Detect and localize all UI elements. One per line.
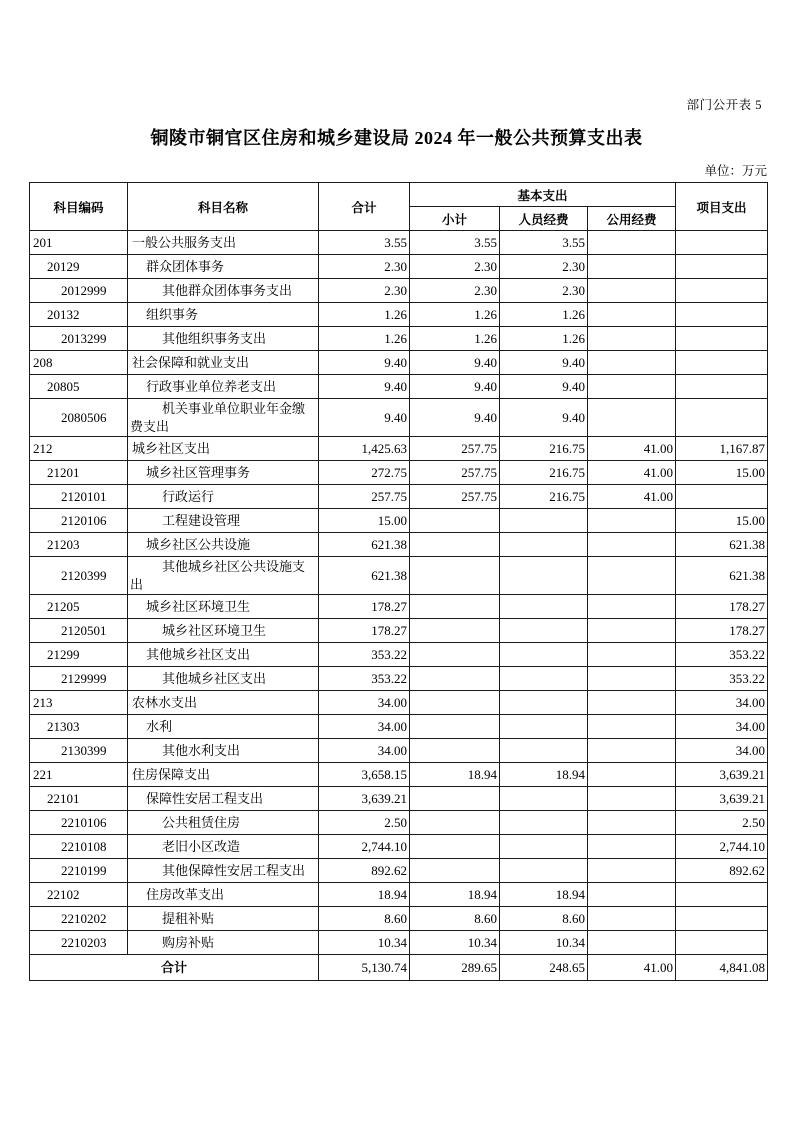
table-row: [30, 691, 768, 715]
cell-basic-subtotal: [410, 691, 500, 715]
cell-public: 41.00: [588, 485, 676, 509]
cell-total: 8.60: [319, 907, 410, 931]
cell-name: 其他城乡社区支出: [128, 643, 319, 667]
cell-basic-subtotal: [410, 787, 500, 811]
cell-public: 41.00: [588, 437, 676, 461]
table-row: [30, 787, 768, 811]
cell-code: 22101: [30, 787, 128, 811]
cell-name: 一般公共服务支出: [128, 231, 319, 255]
cell-project: 353.22: [676, 667, 768, 691]
cell-name: 工程建设管理: [128, 509, 319, 533]
table-row: [30, 595, 768, 619]
table-row: [30, 859, 768, 883]
cell-name: 机关事业单位职业年金缴费支出: [128, 399, 319, 437]
cell-name: 提租补贴: [128, 907, 319, 931]
cell-public: [588, 231, 676, 255]
cell-name: 其他保障性安居工程支出: [128, 859, 319, 883]
cell-project: [676, 231, 768, 255]
footer-basic-subtotal: 289.65: [410, 955, 500, 981]
cell-personnel: 18.94: [500, 883, 588, 907]
table-row: [30, 351, 768, 375]
cell-basic-subtotal: [410, 533, 500, 557]
cell-code: 2129999: [30, 667, 128, 691]
cell-name: 社会保障和就业支出: [128, 351, 319, 375]
cell-personnel: [500, 811, 588, 835]
cell-basic-subtotal: 18.94: [410, 763, 500, 787]
cell-basic-subtotal: [410, 643, 500, 667]
table-row: [30, 485, 768, 509]
cell-personnel: [500, 691, 588, 715]
cell-total: 3,639.21: [319, 787, 410, 811]
cell-personnel: 18.94: [500, 763, 588, 787]
cell-project: 34.00: [676, 715, 768, 739]
cell-name: 购房补贴: [128, 931, 319, 955]
cell-project: 34.00: [676, 739, 768, 763]
header-total: 合计: [319, 183, 410, 231]
table-row: [30, 437, 768, 461]
table-row: [30, 667, 768, 691]
cell-public: [588, 835, 676, 859]
cell-code: 20805: [30, 375, 128, 399]
cell-code: 21299: [30, 643, 128, 667]
cell-name: 住房保障支出: [128, 763, 319, 787]
header-code: 科目编码: [30, 183, 128, 231]
cell-public: [588, 643, 676, 667]
footer-project: 4,841.08: [676, 955, 768, 981]
cell-code: 2120101: [30, 485, 128, 509]
cell-code: 208: [30, 351, 128, 375]
table-body: [30, 231, 768, 955]
cell-project: [676, 485, 768, 509]
cell-basic-subtotal: 8.60: [410, 907, 500, 931]
cell-total: 892.62: [319, 859, 410, 883]
header-basic-group: 基本支出: [410, 183, 676, 207]
footer-label: 合计: [30, 955, 319, 981]
cell-basic-subtotal: 1.26: [410, 327, 500, 351]
cell-project: 178.27: [676, 595, 768, 619]
cell-name: 其他城乡社区支出: [128, 667, 319, 691]
cell-basic-subtotal: 3.55: [410, 231, 500, 255]
page-title: 铜陵市铜官区住房和城乡建设局 2024 年一般公共预算支出表: [150, 128, 643, 148]
cell-public: [588, 907, 676, 931]
cell-project: [676, 327, 768, 351]
cell-personnel: [500, 859, 588, 883]
cell-personnel: 9.40: [500, 351, 588, 375]
cell-public: [588, 667, 676, 691]
cell-total: 9.40: [319, 375, 410, 399]
budget-table: [29, 182, 768, 981]
cell-public: [588, 691, 676, 715]
cell-project: [676, 883, 768, 907]
cell-total: 3,658.15: [319, 763, 410, 787]
cell-code: 2210108: [30, 835, 128, 859]
cell-project: 15.00: [676, 509, 768, 533]
cell-personnel: 8.60: [500, 907, 588, 931]
cell-public: [588, 533, 676, 557]
cell-total: 34.00: [319, 739, 410, 763]
cell-name: 行政运行: [128, 485, 319, 509]
cell-name: 老旧小区改造: [128, 835, 319, 859]
cell-total: 272.75: [319, 461, 410, 485]
table-row: [30, 715, 768, 739]
cell-name: 城乡社区环境卫生: [128, 595, 319, 619]
table-row: [30, 375, 768, 399]
unit-note: 单位：万元: [704, 164, 767, 178]
cell-personnel: [500, 739, 588, 763]
cell-basic-subtotal: [410, 811, 500, 835]
cell-project: [676, 303, 768, 327]
cell-code: 21201: [30, 461, 128, 485]
table-row: [30, 279, 768, 303]
cell-personnel: [500, 715, 588, 739]
cell-total: 353.22: [319, 667, 410, 691]
cell-project: 621.38: [676, 557, 768, 595]
table-row: [30, 643, 768, 667]
cell-code: 2210203: [30, 931, 128, 955]
cell-project: [676, 399, 768, 437]
cell-code: 21203: [30, 533, 128, 557]
cell-code: 221: [30, 763, 128, 787]
cell-basic-subtotal: [410, 509, 500, 533]
cell-basic-subtotal: 9.40: [410, 351, 500, 375]
cell-public: [588, 763, 676, 787]
table-row: [30, 255, 768, 279]
cell-name: 行政事业单位养老支出: [128, 375, 319, 399]
cell-public: [588, 303, 676, 327]
cell-public: [588, 715, 676, 739]
cell-project: 892.62: [676, 859, 768, 883]
cell-total: 1.26: [319, 303, 410, 327]
cell-name: 农林水支出: [128, 691, 319, 715]
cell-total: 34.00: [319, 691, 410, 715]
cell-basic-subtotal: 257.75: [410, 485, 500, 509]
cell-total: 34.00: [319, 715, 410, 739]
cell-total: 178.27: [319, 595, 410, 619]
cell-public: [588, 375, 676, 399]
cell-public: [588, 255, 676, 279]
header-project: 项目支出: [676, 183, 768, 231]
cell-public: [588, 739, 676, 763]
table-row: [30, 303, 768, 327]
cell-public: [588, 351, 676, 375]
footer-personnel: 248.65: [500, 955, 588, 981]
header-name: 科目名称: [128, 183, 319, 231]
cell-name: 其他组织事务支出: [128, 327, 319, 351]
table-row: [30, 461, 768, 485]
table-row: [30, 811, 768, 835]
table-row: [30, 231, 768, 255]
header-basic-subtotal: 小计: [410, 207, 500, 231]
table-row: [30, 533, 768, 557]
cell-name: 城乡社区公共设施: [128, 533, 319, 557]
cell-public: 41.00: [588, 461, 676, 485]
cell-basic-subtotal: [410, 667, 500, 691]
cell-code: 2120501: [30, 619, 128, 643]
cell-basic-subtotal: [410, 859, 500, 883]
cell-project: 3,639.21: [676, 787, 768, 811]
cell-project: [676, 375, 768, 399]
cell-personnel: 216.75: [500, 461, 588, 485]
cell-name: 住房改革支出: [128, 883, 319, 907]
table-row: [30, 739, 768, 763]
cell-name: 组织事务: [128, 303, 319, 327]
table-row: [30, 883, 768, 907]
cell-code: 2130399: [30, 739, 128, 763]
cell-basic-subtotal: 257.75: [410, 461, 500, 485]
cell-project: [676, 351, 768, 375]
cell-basic-subtotal: 18.94: [410, 883, 500, 907]
cell-personnel: [500, 595, 588, 619]
cell-total: 9.40: [319, 399, 410, 437]
cell-public: [588, 595, 676, 619]
table-footer-row: [30, 955, 768, 981]
cell-personnel: [500, 787, 588, 811]
cell-project: 3,639.21: [676, 763, 768, 787]
cell-code: 20129: [30, 255, 128, 279]
cell-total: 1.26: [319, 327, 410, 351]
cell-project: [676, 279, 768, 303]
cell-name: 群众团体事务: [128, 255, 319, 279]
cell-total: 9.40: [319, 351, 410, 375]
cell-personnel: 2.30: [500, 279, 588, 303]
cell-project: 1,167.87: [676, 437, 768, 461]
table-row: [30, 509, 768, 533]
cell-total: 10.34: [319, 931, 410, 955]
cell-personnel: [500, 835, 588, 859]
table-row: [30, 931, 768, 955]
cell-public: [588, 399, 676, 437]
cell-project: 2.50: [676, 811, 768, 835]
table-row: [30, 835, 768, 859]
cell-project: 2,744.10: [676, 835, 768, 859]
cell-code: 212: [30, 437, 128, 461]
cell-project: [676, 255, 768, 279]
cell-personnel: 216.75: [500, 437, 588, 461]
table-row: [30, 399, 768, 437]
cell-public: [588, 509, 676, 533]
cell-project: [676, 907, 768, 931]
cell-code: 2210199: [30, 859, 128, 883]
cell-name: 其他城乡社区公共设施支出: [128, 557, 319, 595]
cell-project: 353.22: [676, 643, 768, 667]
doc-label: 部门公开表 5: [686, 98, 762, 112]
cell-personnel: [500, 509, 588, 533]
cell-total: 178.27: [319, 619, 410, 643]
cell-name: 城乡社区支出: [128, 437, 319, 461]
cell-public: [588, 859, 676, 883]
cell-code: 20132: [30, 303, 128, 327]
cell-project: [676, 931, 768, 955]
cell-basic-subtotal: [410, 557, 500, 595]
cell-basic-subtotal: 2.30: [410, 255, 500, 279]
cell-personnel: 1.26: [500, 327, 588, 351]
cell-public: [588, 883, 676, 907]
header-public: 公用经费: [588, 207, 676, 231]
cell-public: [588, 279, 676, 303]
footer-total: 5,130.74: [319, 955, 410, 981]
cell-total: 2,744.10: [319, 835, 410, 859]
cell-public: [588, 327, 676, 351]
cell-personnel: [500, 533, 588, 557]
cell-public: [588, 811, 676, 835]
cell-name: 其他群众团体事务支出: [128, 279, 319, 303]
table-row: [30, 907, 768, 931]
cell-project: 621.38: [676, 533, 768, 557]
cell-code: 2013299: [30, 327, 128, 351]
table-header: [30, 183, 768, 231]
footer-public: 41.00: [588, 955, 676, 981]
cell-code: 21303: [30, 715, 128, 739]
cell-basic-subtotal: 257.75: [410, 437, 500, 461]
cell-name: 城乡社区环境卫生: [128, 619, 319, 643]
cell-total: 1,425.63: [319, 437, 410, 461]
cell-basic-subtotal: 1.26: [410, 303, 500, 327]
cell-project: 15.00: [676, 461, 768, 485]
cell-personnel: [500, 557, 588, 595]
cell-basic-subtotal: 10.34: [410, 931, 500, 955]
cell-total: 15.00: [319, 509, 410, 533]
cell-basic-subtotal: [410, 619, 500, 643]
cell-personnel: 9.40: [500, 399, 588, 437]
cell-public: [588, 557, 676, 595]
cell-public: [588, 931, 676, 955]
cell-name: 保障性安居工程支出: [128, 787, 319, 811]
cell-code: 2012999: [30, 279, 128, 303]
table-row: [30, 763, 768, 787]
cell-name: 公共租赁住房: [128, 811, 319, 835]
cell-code: 2210106: [30, 811, 128, 835]
cell-personnel: 2.30: [500, 255, 588, 279]
cell-personnel: [500, 619, 588, 643]
cell-basic-subtotal: [410, 715, 500, 739]
cell-name: 其他水利支出: [128, 739, 319, 763]
cell-public: [588, 619, 676, 643]
cell-personnel: 216.75: [500, 485, 588, 509]
table-row: [30, 327, 768, 351]
cell-project: 178.27: [676, 619, 768, 643]
cell-code: 2080506: [30, 399, 128, 437]
table-row: [30, 619, 768, 643]
table-row: [30, 557, 768, 595]
cell-code: 213: [30, 691, 128, 715]
cell-basic-subtotal: [410, 835, 500, 859]
cell-name: 水利: [128, 715, 319, 739]
cell-personnel: 3.55: [500, 231, 588, 255]
cell-basic-subtotal: 9.40: [410, 399, 500, 437]
cell-basic-subtotal: [410, 739, 500, 763]
cell-code: 201: [30, 231, 128, 255]
cell-basic-subtotal: 9.40: [410, 375, 500, 399]
cell-code: 21205: [30, 595, 128, 619]
cell-public: [588, 787, 676, 811]
cell-code: 2120106: [30, 509, 128, 533]
cell-project: 34.00: [676, 691, 768, 715]
cell-total: 3.55: [319, 231, 410, 255]
cell-personnel: [500, 643, 588, 667]
cell-total: 2.30: [319, 255, 410, 279]
cell-total: 621.38: [319, 533, 410, 557]
cell-total: 353.22: [319, 643, 410, 667]
cell-total: 257.75: [319, 485, 410, 509]
cell-code: 2210202: [30, 907, 128, 931]
header-personnel: 人员经费: [500, 207, 588, 231]
cell-personnel: [500, 667, 588, 691]
cell-personnel: 1.26: [500, 303, 588, 327]
cell-total: 2.50: [319, 811, 410, 835]
cell-basic-subtotal: 2.30: [410, 279, 500, 303]
cell-code: 22102: [30, 883, 128, 907]
cell-basic-subtotal: [410, 595, 500, 619]
cell-personnel: 9.40: [500, 375, 588, 399]
cell-total: 18.94: [319, 883, 410, 907]
cell-personnel: 10.34: [500, 931, 588, 955]
cell-name: 城乡社区管理事务: [128, 461, 319, 485]
cell-total: 2.30: [319, 279, 410, 303]
cell-total: 621.38: [319, 557, 410, 595]
cell-code: 2120399: [30, 557, 128, 595]
